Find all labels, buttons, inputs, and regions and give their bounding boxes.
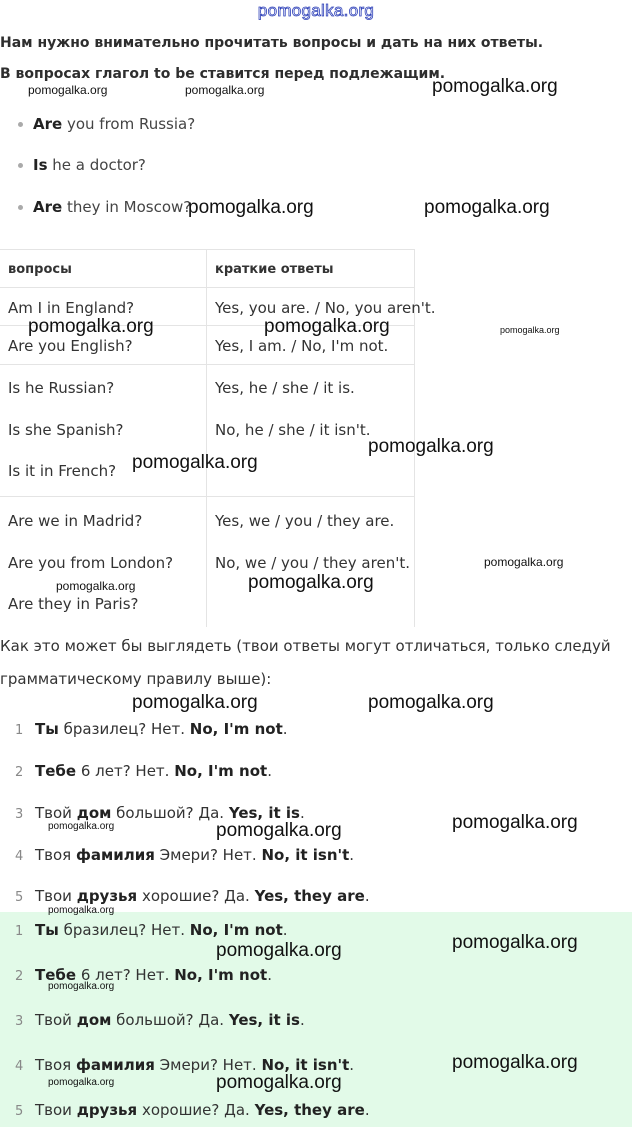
watermark: pomogalka.org	[432, 76, 558, 97]
list-keyword: Тебе	[35, 966, 77, 984]
list-number: 2	[15, 765, 24, 780]
list-answer: Yes, they are	[254, 887, 365, 905]
list-number: 5	[15, 1104, 24, 1119]
bullet-item	[18, 156, 146, 174]
bullet-dot	[18, 122, 23, 127]
list-number: 4	[15, 849, 24, 864]
table-question: Are you English?	[8, 337, 133, 355]
list-keyword: дом	[76, 1011, 112, 1029]
list-item	[15, 762, 272, 780]
list-text: большой? Да.	[111, 1011, 229, 1029]
watermark: pomogalka.org	[216, 940, 342, 961]
watermark: pomogalka.org	[248, 572, 374, 593]
list-text: Эмери? Нет.	[154, 1056, 262, 1074]
watermark: pomogalka.org	[48, 1077, 115, 1088]
list-item	[15, 887, 370, 905]
list-number: 3	[15, 807, 24, 822]
watermark: pomogalka.org	[132, 692, 258, 713]
watermark: pomogalka.org	[28, 83, 108, 97]
watermark: pomogalka.org	[500, 325, 560, 335]
table-divider	[0, 287, 414, 288]
list-text: Твои	[35, 887, 77, 905]
bullet-item	[18, 115, 195, 133]
list-text: 6 лет? Нет.	[76, 762, 175, 780]
watermark: pomogalka.org	[188, 197, 314, 218]
list-keyword: Ты	[35, 921, 59, 939]
list-answer: Yes, it is	[228, 1011, 300, 1029]
watermark: pomogalka.org	[452, 1052, 578, 1073]
table-question: Am I in England?	[8, 299, 135, 317]
table-question: Is he Russian?	[8, 379, 115, 397]
table-answer: Yes, he / she / it is.	[215, 379, 355, 397]
list-punct: .	[267, 762, 272, 780]
list-text: Твой	[35, 1011, 77, 1029]
table-question: Are you from London?	[8, 554, 174, 572]
table-divider	[0, 364, 414, 365]
list-number: 4	[15, 1059, 24, 1074]
table-question: Are we in Madrid?	[8, 512, 143, 530]
list-number: 2	[15, 969, 24, 984]
bullet-dot	[18, 205, 23, 210]
intro-line-2: В вопросах глагол to be ставится перед подлежащим.	[0, 66, 446, 82]
list-number: 5	[15, 890, 24, 905]
table-answer: Yes, we / you / they are.	[215, 512, 395, 530]
list-punct: .	[267, 966, 272, 984]
table-question: Is she Spanish?	[8, 421, 124, 439]
table-border-top	[0, 249, 414, 250]
list-text: Твоя	[35, 846, 76, 864]
list-text: бразилец? Нет.	[58, 921, 190, 939]
list-item	[15, 1101, 370, 1119]
watermark: pomogalka.org	[216, 820, 342, 841]
site-title[interactable]: pomogalka.org	[257, 1, 375, 20]
list-answer: Yes, they are	[254, 1101, 365, 1119]
watermark: pomogalka.org	[48, 821, 115, 832]
list-answer: No, I'm not	[174, 966, 268, 984]
watermark: pomogalka.org	[132, 452, 258, 473]
table-header-questions: вопросы	[8, 262, 72, 277]
list-keyword: фамилия	[75, 1056, 155, 1074]
list-text: Твой	[35, 804, 77, 822]
list-number: 1	[15, 723, 24, 738]
list-punct: .	[282, 720, 288, 738]
table-column-divider	[206, 249, 207, 627]
list-keyword: фамилия	[75, 846, 155, 864]
list-answer: No, I'm not	[174, 762, 268, 780]
example-intro-line-2: грамматическому правилу выше):	[0, 670, 272, 688]
list-item	[15, 921, 288, 939]
list-text: 6 лет? Нет.	[76, 966, 175, 984]
list-punct: .	[299, 804, 305, 822]
list-punct: .	[349, 846, 355, 864]
list-item	[15, 1011, 305, 1029]
list-item	[15, 846, 354, 864]
list-punct: .	[282, 921, 288, 939]
list-keyword: друзья	[76, 887, 138, 905]
watermark: pomogalka.org	[484, 555, 564, 569]
list-punct: .	[364, 1101, 370, 1119]
table-answer: Yes, you are. / No, you aren't.	[215, 299, 436, 317]
watermark: pomogalka.org	[368, 436, 494, 457]
list-text: хорошие? Да.	[137, 1101, 255, 1119]
watermark: pomogalka.org	[452, 932, 578, 953]
bullet-text: they in Moscow?	[62, 198, 192, 216]
table-question: Are they in Paris?	[8, 595, 139, 613]
table-answer: No, he / she / it isn't.	[215, 421, 371, 439]
watermark: pomogalka.org	[216, 1072, 342, 1093]
watermark: pomogalka.org	[424, 197, 550, 218]
list-answer: No, it isn't	[261, 846, 350, 864]
list-keyword: Ты	[35, 720, 59, 738]
list-answer: No, I'm not	[189, 921, 283, 939]
list-keyword: друзья	[76, 1101, 138, 1119]
list-keyword: Тебе	[35, 762, 77, 780]
list-number: 3	[15, 1014, 24, 1029]
list-punct: .	[299, 1011, 305, 1029]
watermark: pomogalka.org	[264, 316, 390, 337]
table-answer: No, we / you / they aren't.	[215, 554, 410, 572]
bullet-verb: Are	[33, 115, 63, 133]
list-text: Твои	[35, 1101, 77, 1119]
intro-line-1: Нам нужно внимательно прочитать вопросы и дать на них ответы.	[0, 35, 544, 51]
watermark: pomogalka.org	[56, 579, 136, 593]
example-intro-line-1: Как это может бы выглядеть (твои ответы могут отличаться, только следуй	[0, 637, 611, 655]
watermark: pomogalka.org	[48, 981, 115, 992]
list-text: большой? Да.	[111, 804, 229, 822]
watermark: pomogalka.org	[28, 316, 154, 337]
table-question: Is it in French?	[8, 462, 117, 480]
list-answer: No, I'm not	[189, 720, 283, 738]
bullet-text: he a doctor?	[47, 156, 146, 174]
bullet-text: you from Russia?	[62, 115, 196, 133]
list-number: 1	[15, 924, 24, 939]
bullet-dot	[18, 163, 23, 168]
bullet-verb: Is	[33, 156, 48, 174]
list-punct: .	[364, 887, 370, 905]
list-text: Твоя	[35, 1056, 76, 1074]
bullet-verb: Are	[33, 198, 63, 216]
table-header-answers: краткие ответы	[215, 262, 334, 277]
list-answer: No, it isn't	[261, 1056, 350, 1074]
list-keyword: дом	[76, 804, 112, 822]
watermark: pomogalka.org	[452, 812, 578, 833]
table-divider	[0, 496, 414, 497]
list-text: бразилец? Нет.	[58, 720, 190, 738]
bullet-item	[18, 198, 191, 216]
list-punct: .	[349, 1056, 355, 1074]
table-answer: Yes, I am. / No, I'm not.	[215, 337, 389, 355]
watermark: pomogalka.org	[368, 692, 494, 713]
list-text: хорошие? Да.	[137, 887, 255, 905]
list-text: Эмери? Нет.	[154, 846, 262, 864]
watermark: pomogalka.org	[185, 83, 265, 97]
list-item	[15, 720, 288, 738]
watermark: pomogalka.org	[48, 905, 115, 916]
list-answer: Yes, it is	[228, 804, 300, 822]
